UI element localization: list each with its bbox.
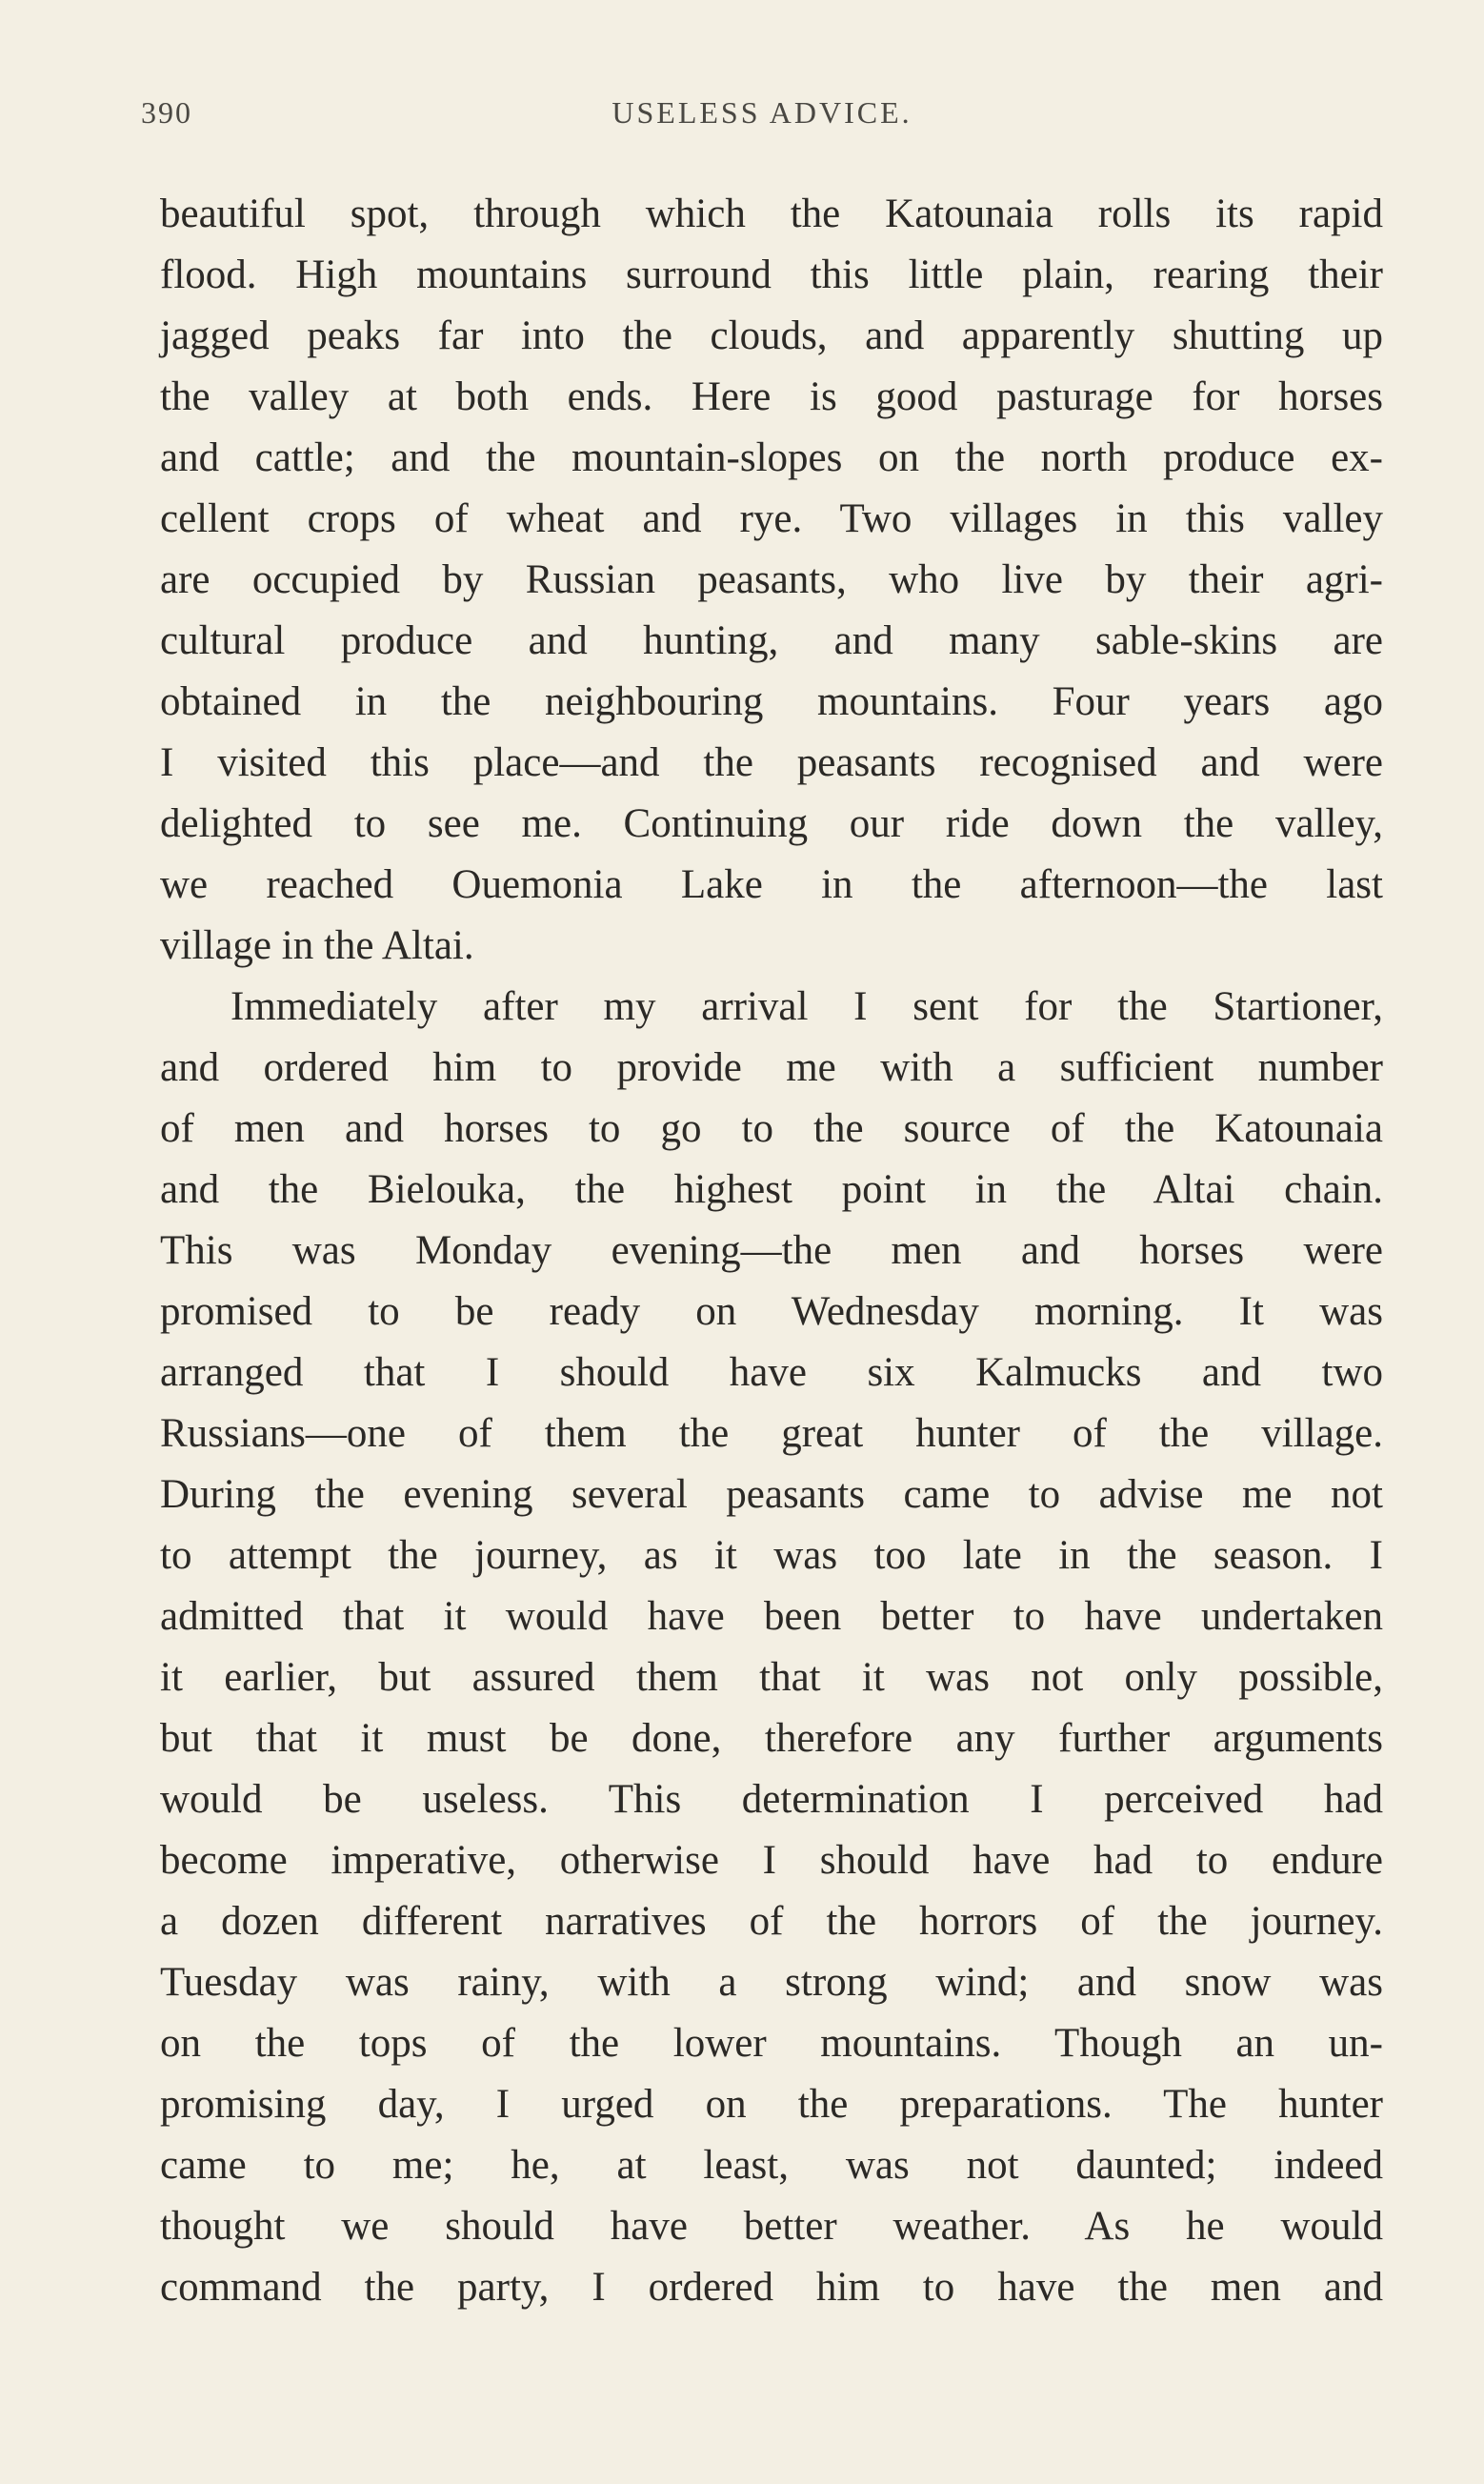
text-line: arranged that I should have six Kalmucks and two — [160, 1350, 1383, 1395]
text-line: cellent crops of wheat and rye. Two villages in this valley — [160, 496, 1383, 541]
text-line: on the tops of the lower mountains. Though an un- — [160, 2021, 1383, 2066]
text-line: cultural produce and hunting, and many sable-skins are — [160, 618, 1383, 663]
text-line: village in the Altai. — [160, 923, 474, 968]
text-line: it earlier, but assured them that it was not only possible, — [160, 1655, 1383, 1700]
text-line: came to me; he, at least, was not daunted; indeed — [160, 2143, 1383, 2188]
text-line: to attempt the journey, as it was too late in the season. I — [160, 1533, 1383, 1578]
text-line: of men and horses to go to the source of the Katounaia — [160, 1106, 1383, 1151]
page-number: 390 — [141, 95, 192, 130]
text-line: we reached Ouemonia Lake in the afternoon—the last — [160, 862, 1383, 907]
text-line: and ordered him to provide me with a sufficient number — [160, 1045, 1383, 1090]
paragraph — [160, 184, 1383, 977]
text-line: admitted that it would have been better to have undertaken — [160, 1594, 1383, 1639]
text-line: Tuesday was rainy, with a strong wind; and snow was — [160, 1960, 1383, 2005]
text-line: become imperative, otherwise I should have had to endure — [160, 1838, 1383, 1883]
text-line: and the Bielouka, the highest point in the Altai chain. — [160, 1167, 1383, 1212]
text-line: would be useless. This determination I perceived had — [160, 1777, 1383, 1822]
text-line: obtained in the neighbouring mountains. Four years ago — [160, 679, 1383, 724]
text-line: flood. High mountains surround this little plain, rearing their — [160, 252, 1383, 297]
text-line: Immediately after my arrival I sent for the Startioner, — [231, 984, 1383, 1029]
text-line: promised to be ready on Wednesday morning. It was — [160, 1289, 1383, 1334]
text-line: Russians—one of them the great hunter of the village. — [160, 1411, 1383, 1456]
text-line: are occupied by Russian peasants, who live by their agri- — [160, 557, 1383, 602]
text-line: delighted to see me. Continuing our ride down the valley, — [160, 801, 1383, 846]
text-line: a dozen different narratives of the horrors of the journey. — [160, 1899, 1383, 1944]
page-header — [141, 95, 1383, 141]
text-line: During the evening several peasants came to advise me not — [160, 1472, 1383, 1517]
text-line: command the party, I ordered him to have the men and — [160, 2265, 1383, 2310]
body-text — [160, 184, 1383, 2318]
text-line: I visited this place—and the peasants recognised and were — [160, 740, 1383, 785]
text-line: and cattle; and the mountain-slopes on the north produce ex- — [160, 435, 1383, 480]
text-line: This was Monday evening—the men and horses were — [160, 1228, 1383, 1273]
text-line: jagged peaks far into the clouds, and apparently shutting up — [160, 313, 1383, 358]
text-line: beautiful spot, through which the Katounaia rolls its rapid — [160, 192, 1383, 236]
text-line: promising day, I urged on the preparations. The hunter — [160, 2082, 1383, 2127]
paragraph — [160, 977, 1383, 2318]
text-line: but that it must be done, therefore any further arguments — [160, 1716, 1383, 1761]
running-head: USELESS ADVICE. — [612, 95, 912, 130]
text-line: thought we should have better weather. As he would — [160, 2204, 1383, 2249]
text-line: the valley at both ends. Here is good pasturage for horses — [160, 374, 1383, 419]
